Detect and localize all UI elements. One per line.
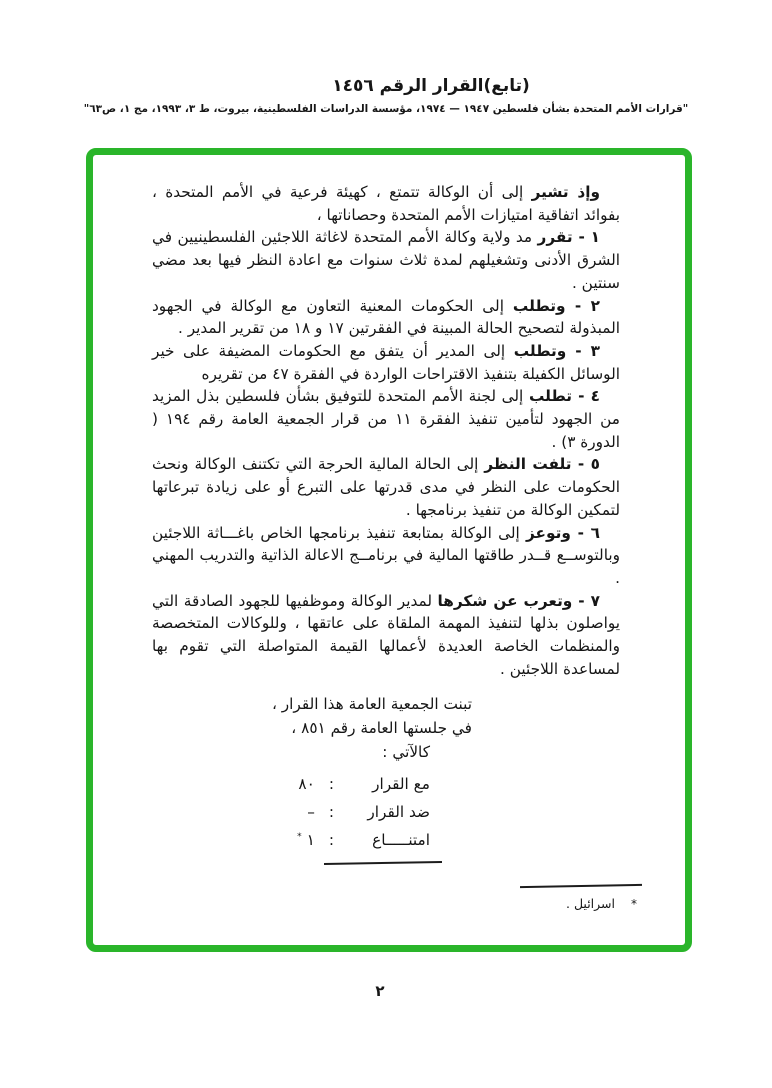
- paragraph-5: [152, 453, 620, 521]
- vote-colon: :: [328, 775, 334, 794]
- paragraph-lead: ٦ - وتوعز: [526, 523, 600, 542]
- paragraph-lead: ٣ - وتطلب: [513, 341, 600, 360]
- paragraph-lead: ٧ - وتعرب عن شكرها: [437, 591, 600, 610]
- vote-number: ٨٠: [298, 775, 315, 794]
- vote-number: –: [307, 803, 315, 822]
- document-highlight-frame: [86, 148, 692, 952]
- paragraph-lead: وإذ تشير: [531, 183, 600, 201]
- vote-label: مع القرار: [372, 775, 430, 794]
- vote-colon: :: [328, 803, 334, 822]
- adoption-line-2: في جلستها العامة رقم ٨٥١ ،: [291, 719, 472, 738]
- paragraph-7: [152, 590, 620, 681]
- vote-number: ١: [306, 831, 315, 850]
- vote-value: [302, 797, 315, 825]
- votes-underline-divider: [324, 861, 442, 865]
- paragraph-text: إلى الحكومات المعنية التعاون مع الوكالة في الجهود المبذولة لتصحيح الحالة المبينة في الفقرتين ١٧ و ١٨ من تقرير المدير .: [152, 296, 620, 338]
- vote-row-against: [152, 797, 430, 825]
- paragraph-lead: ٤ - تطلب: [528, 387, 600, 406]
- paragraph-text: لمدير الوكالة وموظفيها للجهود الصادقة التي يواصلون بذلها لتنفيذ المهمة الملقاة على عاتقها ، وللوكالات المتخصصة والمنظمات الخاصة العديدة لأعمالها القيمة المتواصلة التي تقوم بها لمساعدة اللاجئين .: [152, 591, 620, 678]
- paragraph-text: إلى الحالة المالية الحرجة التي تكتنف الوكالة ونحث الحكومات على النظر في مدى قدرتها على التبرع أو على زيادة تبرعاتها لتمكين الوكالة من تنفيذ برنامجها .: [152, 455, 620, 519]
- paragraph-text: مد ولاية وكالة الأمم المتحدة لاغاثة اللاجئين الفلسطينيين في الشرق الأدنى وتشغيلهم لمدة ثلاث سنوات مع اعادة النظر فيها بعد مضي سنتين .: [152, 228, 620, 292]
- page-title: (تابع)القرار الرقم ١٤٥٦: [332, 76, 530, 96]
- vote-tally: [152, 769, 620, 864]
- paragraph-preamble: [152, 181, 620, 226]
- paragraph-1: [152, 226, 620, 294]
- footnote: [566, 895, 637, 913]
- vote-colon: :: [328, 831, 334, 850]
- adoption-line-3: كالآتي :: [382, 743, 430, 762]
- adoption-statement: [152, 692, 620, 764]
- vote-value: [293, 769, 314, 797]
- vote-label: امتنـــــاع: [372, 831, 430, 850]
- paragraph-text: إلى الوكالة بمتابعة تنفيذ برنامجها الخاص باغـــاثة اللاجئين وبالتوســع قــدر طاقتها المالية في برنامــج الاعالة الذاتية والتدريب المهني .: [152, 523, 620, 587]
- document-body: [152, 181, 620, 864]
- paragraph-text: إلى لجنة الأمم المتحدة للتوفيق بشأن فلسطين بذل المزيد من الجهود لتأمين تنفيذ الفقرة ١١ من قرار الجمعية العامة رقم ١٩٤ ( الدورة ٣) .: [152, 387, 620, 451]
- footnote-marker: *: [631, 897, 637, 911]
- vote-footnote-marker: *: [297, 832, 302, 843]
- vote-value: [297, 825, 315, 853]
- paragraph-6: [152, 522, 620, 590]
- vote-row-abstain: [152, 825, 430, 853]
- page-number: ٢: [375, 982, 385, 1000]
- paragraph-text: إلى أن الوكالة تتمتع ، كهيئة فرعية في الأمم المتحدة ، بفوائد اتفاقية امتيازات الأمم المتحدة وحصاناتها ،: [152, 183, 620, 224]
- paragraph-lead: ١ - تقرر: [537, 228, 601, 247]
- adoption-line-1: تبنت الجمعية العامة هذا القرار ،: [271, 695, 472, 714]
- footnote-text: اسرائيل .: [566, 896, 615, 911]
- paragraph-lead: ٢ - وتطلب: [512, 296, 600, 315]
- paragraph-2: [152, 295, 620, 340]
- paragraph-4: [152, 385, 620, 453]
- paragraph-text: إلى المدير أن يتفق مع الحكومات المضيفة على خير الوسائل الكفيلة بتنفيذ الاقتراحات الواردة في الفقرة ٤٧ من تقريره: [152, 341, 620, 383]
- footnote-divider: [520, 884, 642, 888]
- vote-label: ضد القرار: [367, 803, 430, 822]
- paragraph-lead: ٥ - تلفت النظر: [484, 455, 600, 474]
- vote-row-for: [152, 769, 430, 797]
- paragraph-3: [152, 340, 620, 385]
- page-subtitle: "قرارات الأمم المتحدة بشأن فلسطين ١٩٤٧ — ١٩٧٤، مؤسسة الدراسات الفلسطينية، بيروت، ط ٣، ١٩٩٣، مج ١، ص٦٣": [83, 103, 689, 115]
